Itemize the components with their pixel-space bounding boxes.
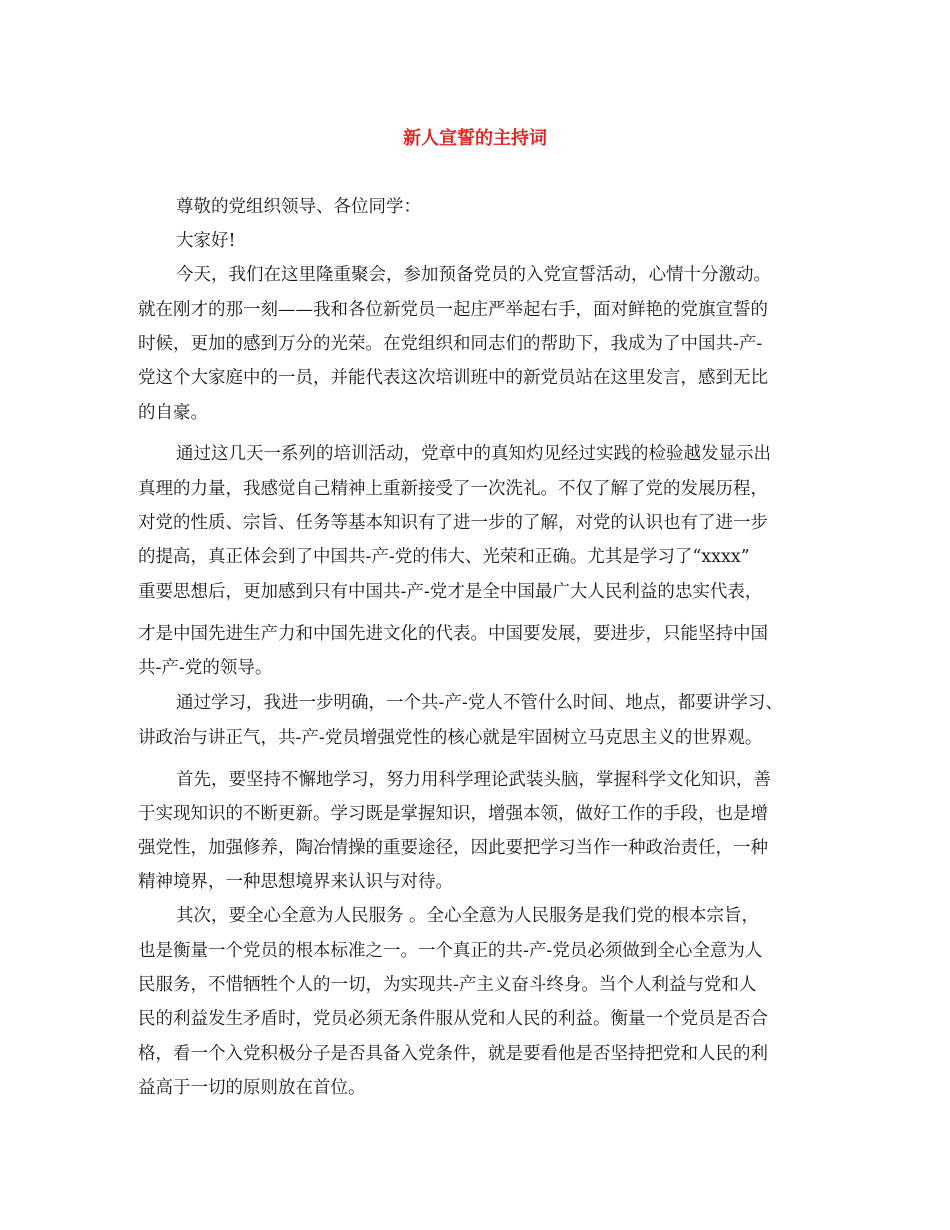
text-line: 格，看一个入党积极分子是否具备入党条件，就是要看他是否坚持把党和人民的利 (138, 1044, 768, 1064)
text-line: 重要思想后，更加感到只有中国共-产-党才是全中国最广大人民利益的忠实代表， (138, 582, 763, 602)
text-line: 真理的力量，我感觉自己精神上重新接受了一次洗礼。不仅了解了党的发展历程， (138, 479, 768, 499)
text-line: 共-产-党的领导。 (138, 658, 273, 678)
text-line: 党这个大家庭中的一员，并能代表这次培训班中的新党员站在这里发言，感到无比 (138, 368, 768, 388)
text-line: 时候，更加的感到万分的光荣。在党组织和同志们的帮助下，我成为了中国共-产- (138, 334, 763, 354)
text-line: 对党的性质、宗旨、任务等基本知识有了进一步的了解，对党的认识也有了进一步 (138, 513, 768, 533)
text-line: 民的利益发生矛盾时，党员必须无条件服从党和人民的利益。衡量一个党员是否合 (138, 1009, 768, 1029)
document-title: 新人宣誓的主持词 (403, 128, 547, 149)
salutation: 尊敬的党组织领导、各位同学： (176, 197, 421, 217)
text-line: 的提高，真正体会到了中国共-产-党的伟大、光荣和正确。尤其是学习了“xxxx” (138, 547, 750, 567)
text-line: 强党性，加强修养，陶冶情操的重要途径，因此要把学习当作一种政治责任，一种 (138, 838, 768, 858)
text-line: 今天，我们在这里隆重聚会，参加预备党员的入党宣誓活动，心情十分激动。 (176, 265, 771, 285)
greeting: 大家好! (176, 231, 236, 251)
text-line: 益高于一切的原则放在首位。 (138, 1078, 366, 1098)
text-line: 其次，要全心全意为人民服务 。全心全意为人民服务是我们党的根本宗旨， (176, 906, 760, 926)
text-line: 民服务，不惜牺牲个人的一切，为实现共-产主义奋斗终身。当个人利益与党和人 (138, 975, 757, 995)
text-line: 精神境界，一种思想境界来认识与对待。 (138, 872, 453, 892)
text-line: 的自豪。 (138, 403, 208, 423)
text-line: 通过这几天一系列的培训活动，党章中的真知灼见经过实践的检验越发显示出 (176, 444, 771, 464)
text-line: 就在刚才的那一刻——我和各位新党员一起庄严举起右手，面对鲜艳的党旗宣誓的 (138, 300, 768, 320)
text-line: 首先，要坚持不懈地学习，努力用科学理论武装头脑，掌握科学文化知识，善 (176, 770, 771, 790)
text-line: 讲政治与讲正气，共-产-党员增强党性的核心就是牢固树立马克思主义的世界观。 (138, 728, 763, 748)
text-line: 也是衡量一个党员的根本标准之一。一个真正的共-产-党员必须做到全心全意为人 (138, 941, 763, 961)
text-line: 才是中国先进生产力和中国先进文化的代表。中国要发展，要进步，只能坚持中国 (138, 624, 768, 644)
text-line: 通过学习，我进一步明确，一个共-产-党人不管什么时间、地点，都要讲学习、 (176, 693, 783, 713)
text-line: 于实现知识的不断更新。学习既是掌握知识，增强本领，做好工作的手段，也是增 (138, 804, 768, 824)
